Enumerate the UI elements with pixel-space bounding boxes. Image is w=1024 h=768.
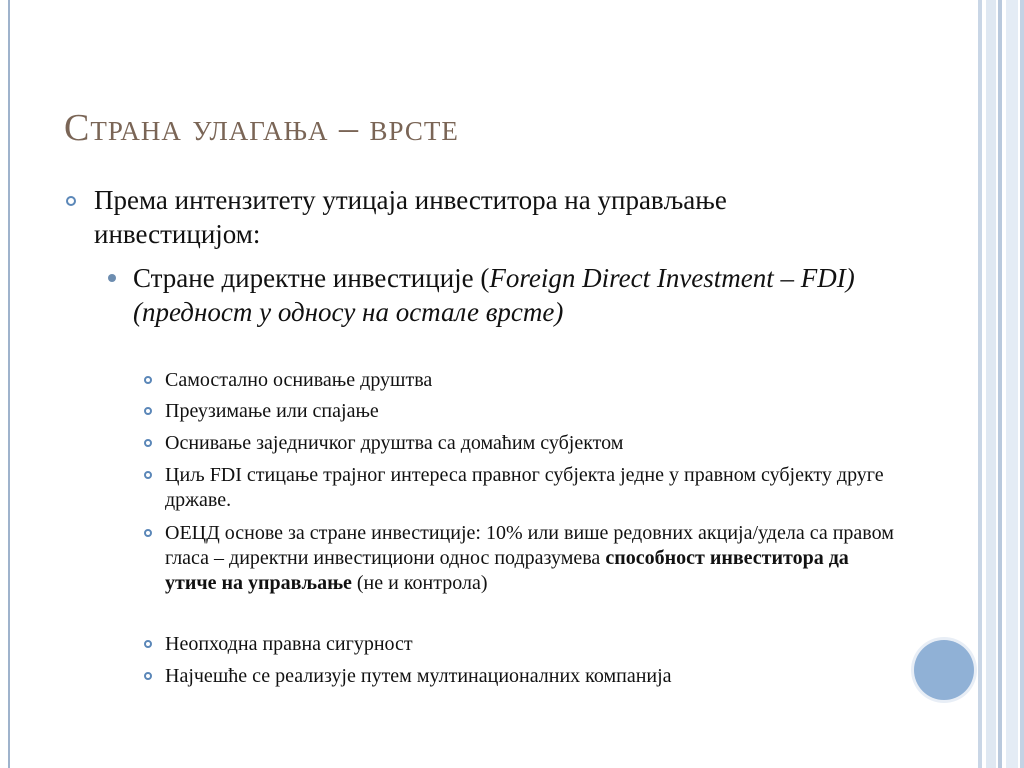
level3-bullet-icon: [144, 376, 152, 384]
level2-italic: Foreign Direct Investment – FDI) (предност у односу на остале врсте): [133, 263, 855, 327]
oecd-tail-text: (не и контрола): [351, 572, 488, 594]
right-decor-stripe: [998, 0, 1002, 768]
oecd-bold-text: способност инвеститора да утиче на управљање: [165, 547, 849, 594]
list-item: Најчешће се реализује путем мултинационалних компанија: [165, 665, 672, 687]
level2-bullet-icon: [108, 274, 116, 282]
level1-text: Према интензитету утицаја инвеститора на управљање инвестицијом:: [94, 185, 727, 249]
slide-title: Страна улагања – врсте: [64, 107, 459, 149]
list-item: Циљ FDI стицање трајног интереса правног субјекта једне у правном субјекту друге државе.: [165, 464, 884, 511]
list-item: Оснивање заједничког друштва са домаћим субјектом: [165, 432, 624, 454]
level2-text: [133, 261, 893, 329]
level1-bullet-icon: [66, 196, 76, 206]
list-item: Преузимање или спајање: [165, 400, 379, 422]
decorative-circle: [914, 640, 974, 700]
list-item: Самостално оснивање друштва: [165, 369, 433, 391]
level3-bullet-icon: [144, 439, 152, 447]
level2-prefix: Стране директне инвестиције (: [133, 263, 490, 293]
right-decor-stripe: [1020, 0, 1024, 768]
oecd-text: ОЕЦД основе за стране инвестиције: 10% или више редовних акција/удела са правом гласа – директни инвестициони однос подразумева: [165, 522, 894, 569]
left-border-line: [8, 0, 10, 768]
right-decor-stripe: [986, 0, 996, 768]
right-decor-stripe: [978, 0, 982, 768]
list-item: Неопходна правна сигурност: [165, 633, 413, 655]
level3-bullet-icon: [144, 672, 152, 680]
list-item-oecd: [165, 521, 895, 596]
right-decor-stripe: [1006, 0, 1018, 768]
level3-bullet-icon: [144, 640, 152, 648]
level3-bullet-icon: [144, 471, 152, 479]
level3-bullet-icon: [144, 529, 152, 537]
level3-bullet-icon: [144, 407, 152, 415]
